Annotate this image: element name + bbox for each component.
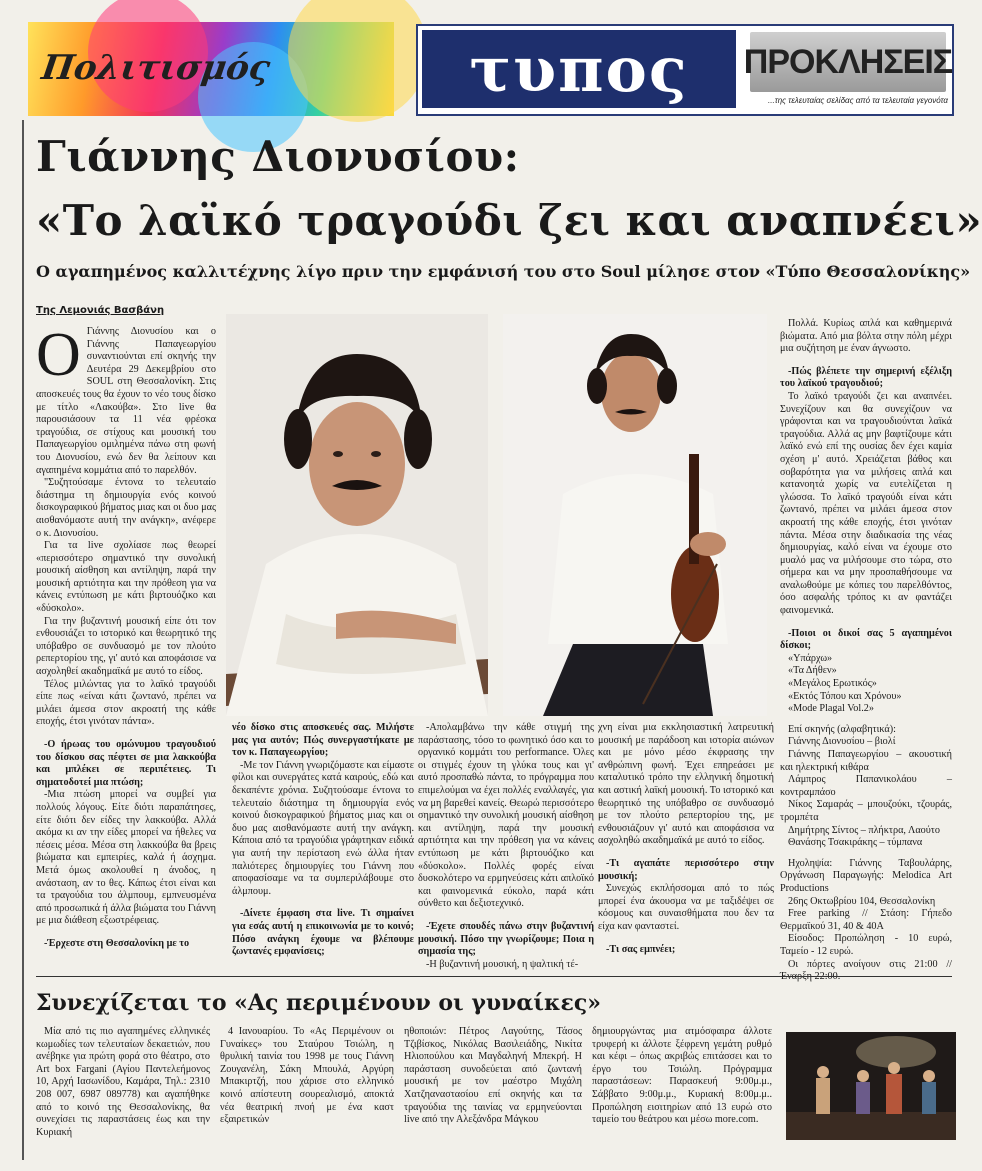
section-label: ΠΡΟΚΛΗΣΕΙΣ [750, 32, 946, 92]
album-item: «Εκτός Τόπου και Χρόνου» [788, 690, 902, 702]
album-item: «Τα Δήθεν» [788, 665, 837, 677]
lineup-item: Δημήτρης Σίντος – πλήκτρα, Λαούτο [788, 824, 940, 836]
portrait-illustration [503, 314, 767, 716]
article2-column-2 [220, 1026, 394, 1162]
interview-question: -Ποιοι οι δικοί σας 5 αγαπημένοι δίσκοι; [780, 627, 952, 652]
interview-question: -Έρχεστε στη Θεσσαλονίκη με το [44, 937, 190, 949]
article2-column-4 [592, 1026, 772, 1162]
portrait-photo-seated [226, 314, 488, 716]
headline-line-1: Γιάννης Διονυσίου: [36, 132, 520, 181]
interview-question: -Πώς βλέπετε την σημερινή εξέλιξη του λαϊκού τραγουδιού; [780, 365, 952, 390]
stage-photo [786, 1032, 956, 1140]
headline-line-2: «Το λαϊκό τραγούδι ζει και αναπνέει» [36, 196, 982, 245]
interview-answer: -Απολαμβάνω την κάθε στιγμή της παράστασης, τόσο το φωνητικό όσο και το οργανικό κομμάτι του performance. Όλες οι στιγμές έχουν τη γλύκα τους και γι' αυτό προσπαθώ πάντα, το πρόγραμμα που επιμελούμαι να έχει πολλές εναλλαγές, για να μη βαρεθεί κανείς. Θεωρώ περισσότερο σημαντικό την συνολική μουσική αίσθηση και αντίληψη, παρά την μουσική αρτιότητα και την πρόθεση για να κάνεις εντύπωση με κάτι βιρτουόζικο και «δύσκολο». Πολλές φορές είναι δυσκολότερο να ερμηνεύσεις κάτι απλοϊκό και φαινομενικά εύκολο, παρά κάτι σύνθετο και δεξιοτεχνικό. [418, 722, 594, 910]
interview-answer: Συνεχώς εκπλήσσομαι από το πώς μπορεί ένα άκουσμα να με ταξιδέψει σε κόσμους και συναισθήματα που δεν τα είχα καν φανταστεί. [598, 883, 774, 932]
album-item: «Mode Plagal Vol.2» [788, 703, 874, 715]
portrait-illustration [226, 314, 488, 716]
paragraph: ηθοποιών: Πέτρος Λαγούτης, Τάσος Τζιβίσκος, Νικόλας Βασιλειάδης, Νικίτα Ηλιοπούλου και Μαγδαληνή Μπεκρή. Η παράσταση συνοδεύεται από ζωντανή μουσική με τον μαέστρο Μιχάλη Χατζηαναστασίου επί σκηνής και τα τραγούδια της ταινίας να ερμηνεύονται live από την Αλεξάνδρα Μάγκου [404, 1026, 582, 1126]
interview-question: -Έχετε σπουδές πάνω στην βυζαντινή μουσική. Πόσο την γνωρίζουμε; Ποια η σημασία της; [418, 920, 594, 958]
masthead-tagline: ...της τελευταίας σελίδας από τα τελευταία γεγονότα [768, 96, 948, 105]
banner-swirl [288, 0, 428, 122]
interview-question: -Δίνετε έμφαση στα live. Τι σημαίνει για εσάς αυτή η επικοινωνία με το κοινό; Πόσο ανάγκη έχουμε να βλέπουμε ζωντανές εμφανίσεις; [232, 908, 414, 958]
interview-answer: Πολλά. Κυρίως απλά και καθημερινά βιώματα. Από μια βόλτα στην πόλη μέχρι μια συζήτηση με έναν άγνωστο. [780, 318, 952, 355]
subheadline: Ο αγαπημένος καλλιτέχνης λίγο πριν την εμφάνισή του στο Soul μίλησε στον «Τύπο Θεσσαλονίκης» [36, 262, 971, 281]
paragraph: Γιάννης Διονυσίου και ο Γιάννης Παπαγεωργίου συναντιούνται επί σκηνής την Δευτέρα 29 Δεκεμβρίου στο SOUL στη Θεσσαλονίκη. Στις αποσκευές τους θα έχουν το νέο τους δίσκο με τίτλο «Λακούβα». Στο live θα παρουσιάσουν τα 11 νέα φρέσκα τραγούδια, σε στίχους και μουσική του Παπαγεωργίου ομιλημένα πάνω στη φωνή του Διονυσίου, ενώ δεν θα λείπουν και αγαπημένα κομμάτια από το παρελθόν. [36, 326, 216, 476]
event-info: Ηχοληψία: Γιάννης Ταβουλάρης, Οργάνωση Παραγωγής: Melodica Art Productions [780, 857, 952, 894]
masthead-logo: τυπος [422, 30, 736, 108]
byline: Της Λεμονιάς Βασβάνη [36, 305, 165, 316]
article-column-3 [418, 722, 594, 968]
article2-column-3 [404, 1026, 582, 1162]
interview-answer: -Με τον Γιάννη γνωριζόμαστε και είμαστε φίλοι και συνεργάτες κατά καιρούς, εδώ και δεκαπέντε χρόνια. Συζητούσαμε έντονα το τελευταίο διάστημα τη δημιουργία ενός κοινού δισκογραφικού βήματος μιας και οι δυο μας αισθανόμαστε αυτή την ανάγκη. Κάποια από τα τραγούδια γράφτηκαν ειδικά για αυτή την περίσταση ενώ άλλα ήταν παλιότερες δημιουργίες του Γιάννη που αποφασίσαμε να τα συμπεριλάβουμε στο άλμπουμ. [232, 759, 414, 897]
article-column-4 [598, 722, 774, 968]
interview-question: -Τι αγαπάτε περισσότερο στην μουσική; [598, 857, 774, 882]
paragraph: Τέλος μιλώντας για το λαϊκό τραγούδι είπε πως «είναι κάτι ζωντανό, πρέπει να μιλάει άμεσα στον ακροατή της κάθε εποχής, έτσι γινόταν πάντα». [36, 678, 216, 728]
interview-answer: Το λαϊκό τραγούδι ζει και αναπνέει. Συνεχίζουν και θα συνεχίζουν να γράφονται και να τραγουδιούνται λαϊκά τραγούδια. Αλλά ας μην βαφτίζουμε κάτι λαϊκό ενώ επί της ουσίας δεν έχει καμία σχέση μ' αυτό. Χρειάζεται βάθος και σοβαρότητα για να μιλήσεις απλά και κατανοητά χωρίς να ευτελίζεται η γλώσσα. Το λαϊκό τραγούδι είναι κάτι ζωντανό, πρέπει να μιλάει άμεσα στον ακροατή της κάθε εποχής, έτσι γινόταν πάντα. Μέσα στην διαδικασία της νέας δημιουργίας, καλό είναι να έχουμε στο μυαλό μας να μιλήσουμε στο τώρα, στο σήμερα και να μην προσπαθήσουμε να αναλωθούμε με κόπιες του παρελθόντος, όσο ασφαλής τρόπος κι αν φαντάζει φαινομενικά. [780, 390, 952, 617]
event-info: Free parking // Στάση: Γήπεδο Θερμαϊκού 31, 40 & 40Α [780, 908, 952, 932]
paragraph: δημιουργώντας μια ατμόσφαιρα άλλοτε τρυφερή κι άλλοτε ξέφρενη γεμάτη ρυθμό και κέφι – όπως ακριβώς επιτάσσει και το έργο του Τσιώλη. Πρόγραμμα παραστάσεων: Παρασκευή 9:00μ.μ., Σάββατο 9:00μ.μ., Κυριακή 8:00μ.μ.. Προπώληση εισιτηρίων από 13 ευρώ στο ταμείο του θεάτρου και μέσω more.com. [592, 1026, 772, 1126]
paragraph: Για τα live σχολίασε πως θεωρεί «περισσότερο σημαντικό την συνολική μουσική αίσθηση και αντίληψη, παρά την μουσική αρτιότητα και την πρόθεση για να κάνεις εντύπωση με κάτι βιρτουόζικο και «δύσκολο». [36, 540, 216, 615]
portrait-photo-violin [503, 314, 767, 716]
album-item: «Μεγάλος Ερωτικός» [788, 678, 877, 690]
article2-title: Συνεχίζεται το «Ας περιμένουν οι γυναίκες» [36, 990, 601, 1016]
event-info: Είσοδος: Προπώληση - 10 ευρώ, Ταμείο - 12 ευρώ. [780, 933, 952, 957]
interview-answer: -Μια πτώση μπορεί να συμβεί για πολλούς λόγους. Είτε διότι παραπάτησες, είτε διότι δεν είδες την λακκούβα. Αλλά ακόμα κι αν την είδες μπορεί να ήθελες να πέσεις μέσα. Μέσα στη λακκούβα θα βρεις βιώματα και εμπειρίες, καλά ή άσχημα. Μετά όμως ακολουθεί η άνοδος, η ανάσταση, αν το θες. Κάπως έτσι είναι και τα τραγούδια του άλμπουμ, εμπνευσμένα από προσωπικά ή άλλα βιώματα του Γιάννη με μια διάθεση εξωστρέφειας. [36, 789, 216, 927]
interview-question: -Τι σας εμπνέει; [606, 943, 676, 955]
paragraph: "Συζητούσαμε έντονα το τελευταίο διάστημα τη δημιουργία ενός κοινού δισκογραφικού βήματος μιας και οι δυο μας αισθανόμαστε αυτή την ανάγκη», ανέφερε ο κ. Διονυσίου. [36, 477, 216, 539]
album-item: «Υπάρχω» [788, 652, 833, 664]
lineup-item: Γιάννης Διονυσίου – βιολί [788, 736, 896, 748]
paragraph: 4 Ιανουαρίου. Το «Ας Περιμένουν οι Γυναίκες» του Σταύρου Τσιώλη, η θρυλική ταινία του 1998 με τους Γιάννη Ζουγανέλη, Σάκη Μπουλά, Αργύρη Μπακιρτζή, που χάρισε στο ελληνικό κοινό απίστευτη σουρεαλισμό, αποκτά νέα θεατρική πνοή με ένα καστ εξαιρετικών [220, 1026, 394, 1126]
interview-answer: -Η βυζαντινή μουσική, η ψαλτική τέ- [426, 958, 579, 970]
left-frame-rule [22, 120, 24, 1160]
lineup-intro: Επί σκηνής (αλφαβητικά): [788, 723, 896, 735]
event-info: 26ης Οκτωβρίου 104, Θεσσαλονίκη [788, 895, 936, 907]
interview-question: -Ο ήρωας του ομώνυμου τραγουδιού του δίσκου σας πέφτει σε μια λακκούβα και μπλέκει σε περιπέτειες. Τι σηματοδοτεί μια πτώση; [36, 739, 216, 788]
lineup-item: Λάμπρος Παπανικολάου – κοντραμπάσο [780, 774, 952, 798]
rubric-banner [28, 22, 394, 116]
interview-answer: χνη είναι μια εκκλησιαστική λατρευτική μουσική με παράδοση και ιστορία αιώνων και με μόνο μέσο έκφρασης την ανθρώπινη φωνή. Έχει επηρεάσει με καταλυτικό τρόπο την ελληνική δημοτική και αστική λαϊκή μουσική. Το ιστορικό και θεωρητικό της υπόβαθρο σε συνδυασμό με τον πλούτο ρεπερτορίου της, με ενθουσιάζουν γι' αυτό και αποφάσισα να ασχοληθώ ακαδημαϊκά με αυτό το είδος. [598, 722, 774, 847]
article2-column-1 [36, 1026, 210, 1162]
drop-cap: Ο [36, 321, 81, 389]
section-divider [36, 976, 952, 977]
masthead-box [416, 24, 954, 116]
article-column-5 [780, 318, 952, 968]
lineup-item: Γιάννης Παπαγεωργίου – ακουστική και ηλεκτρική κιθάρα [780, 749, 952, 773]
paragraph: Μία από τις πιο αγαπημένες ελληνικές κωμωδίες των τελευταίων δεκαετιών, που ανέβηκε για πρώτη φορά στο θέατρο, στο Art box Fargani (Αγίου Παντελεήμονος 10, Αρχή Ιασωνίδου, Καμάρα, Τηλ.: 2310 208 007, 6987 089778) και αγαπήθηκε από το κοινό της Θεσσαλονίκης, θα συνεχίσει τις παραστάσεις έως και την Κυριακή [36, 1026, 210, 1138]
article-column-1 [36, 321, 216, 966]
paragraph: Για την βυζαντινή μουσική είπε ότι τον ενθουσιάζει το ιστορικό και θεωρητικό της υπόβαθρο σε συνδυασμό με τον πλούτο ρεπερτορίου της, γι' αυτό και αποφάσισε να ασχοληθεί ακαδημαϊκά με αυτό το είδος. [36, 615, 216, 678]
lineup-item: Θανάσης Τσακιράκης – τύμπανα [788, 837, 923, 849]
article-column-2 [232, 722, 414, 968]
interview-question: νέο δίσκο στις αποσκευές σας. Μιλήστε μας για αυτόν; Πώς συνεργαστήκατε με τον κ. Παπαγεωργίου; [232, 722, 414, 759]
event-info: Οι πόρτες ανοίγουν στις 21:00 // [788, 958, 952, 970]
lineup-item: Νίκος Σαμαράς – μπουζούκι, τζουράς, τρομπέτα [780, 799, 952, 823]
stage-illustration [786, 1032, 956, 1140]
rubric-title: Πολιτισμός [39, 48, 273, 88]
